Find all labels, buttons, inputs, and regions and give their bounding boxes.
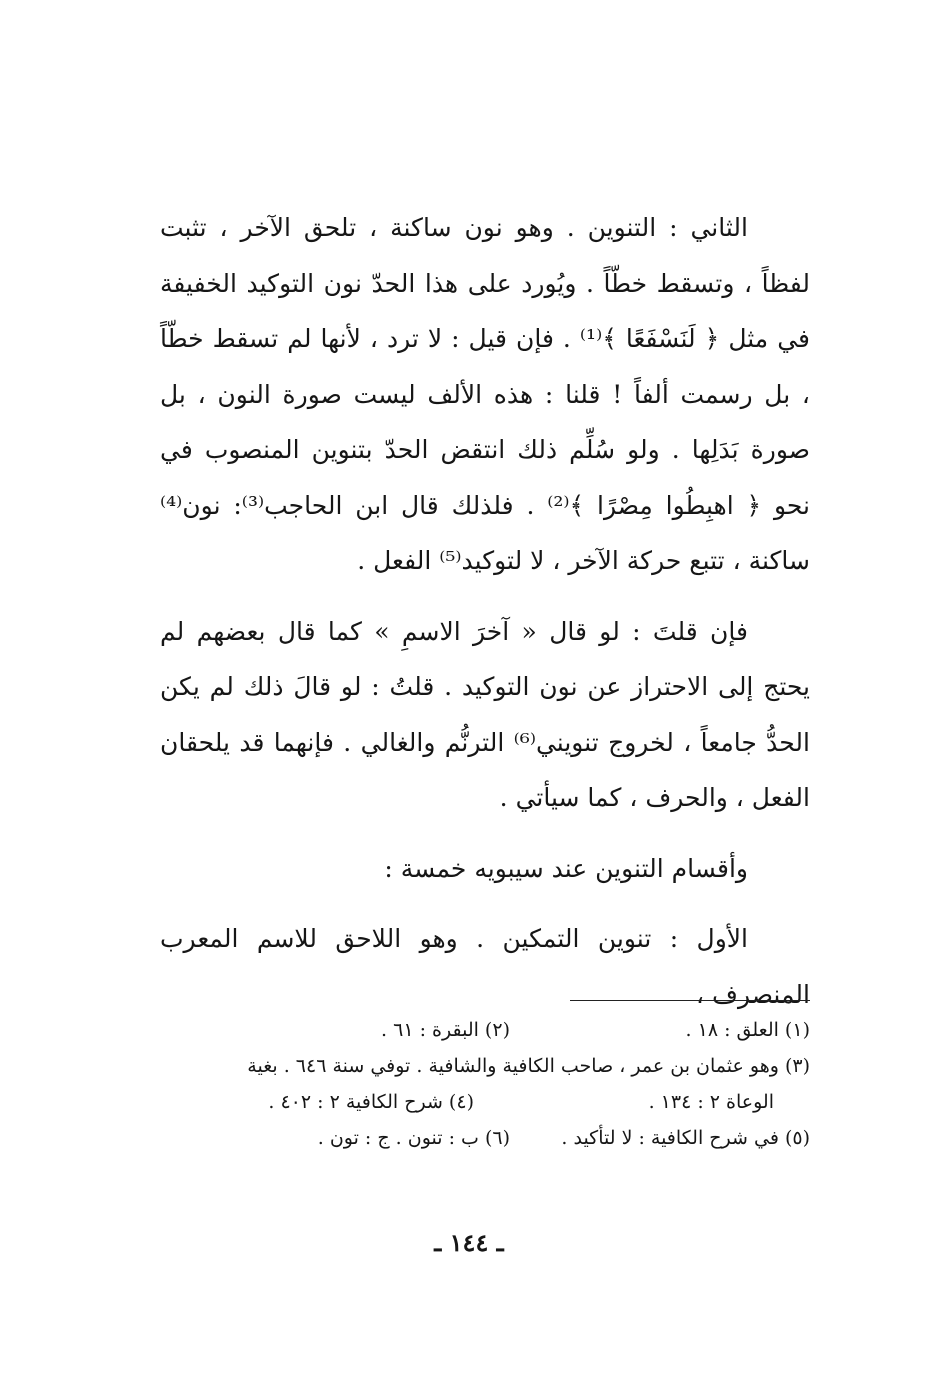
footnote-2: (٢) البقرة : ٦١ . bbox=[381, 1019, 510, 1041]
footnote-row bbox=[160, 1084, 810, 1120]
footnote-row bbox=[160, 1120, 810, 1156]
paragraph-objection: فإن قلتَ : لو قال « آخرَ الاسمِ » كما قال بعضهم لم يحتج إلى الاحتراز عن نون التوكيد . قلتُ : لو قالَ ذلك لم يكن الحدُّ جامعاً ، لخروج تنويني⁽⁶⁾ الترنُّم والغالي . فإنهما قد يلحقان الفعل ، والحرف ، كما سيأتي . bbox=[160, 616, 810, 812]
footnote-6: (٦) ب : تنون . ج : تون . bbox=[317, 1127, 510, 1149]
footnote-1: (١) العلق : ١٨ . bbox=[685, 1019, 810, 1041]
footnote-5: (٥) في شرح الكافية : لا لتأكيد . bbox=[561, 1127, 810, 1149]
page-number: ـ ١٤٤ ـ bbox=[434, 1228, 504, 1257]
footnote-separator bbox=[570, 1000, 810, 1001]
main-text bbox=[160, 200, 810, 1022]
footnotes bbox=[160, 1012, 810, 1156]
footnote-3: (٣) وهو عثمان بن عمر ، صاحب الكافية والشافية . توفي سنة ٦٤٦ . بغية bbox=[247, 1055, 810, 1077]
footnote-3-continuation: الوعاة ٢ : ١٣٤ . bbox=[648, 1091, 774, 1113]
paragraph-tanween-types: وأقسام التنوين عند سيبويه خمسة : bbox=[384, 853, 748, 883]
footnote-4: (٤) شرح الكافية ٢ : ٤٠٢ . bbox=[268, 1091, 474, 1113]
footnote-row bbox=[160, 1048, 810, 1084]
footnote-row bbox=[160, 1012, 810, 1048]
paragraph-first-type: الأول : تنوين التمكين . وهو اللاحق للاسم المعرب المنصرف ، bbox=[160, 924, 810, 1009]
paragraph-tanween-definition: الثاني : التنوين . وهو نون ساكنة ، تلحق الآخر ، تثبت لفظاً ، وتسقط خطّاً . ويُورد على هذا الحدّ نون التوكيد الخفيفة في مثل ﴿ لَنَسْفَعًا ﴾⁽¹⁾ . فإن قيل : لا ترد ، لأنها لم تسقط خطّاً ، بل رسمت ألفاً ! قلنا : هذه الألف ليست صورة النون ، بل صورة بَدَلِها . ولو سُلِّم ذلك انتقض الحدّ بتنوين المنصوب في نحو ﴿ اهبِطُوا مِصْرًا ﴾⁽²⁾ . فلذلك قال ابن الحاجب⁽³⁾: نون⁽⁴⁾ ساكنة ، تتبع حركة الآخر ، لا لتوكيد⁽⁵⁾ الفعل . bbox=[160, 213, 810, 575]
